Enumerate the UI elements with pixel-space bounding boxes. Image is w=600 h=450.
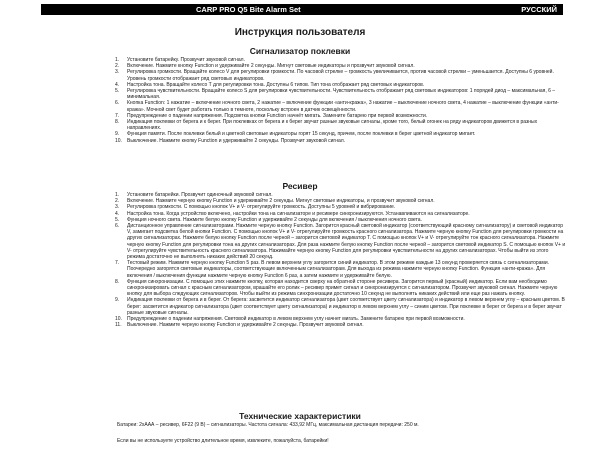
item-number: 4. (115, 210, 120, 217)
item-number: 11. (115, 322, 122, 329)
item-number: 2. (115, 198, 120, 205)
language-label: РУССКИЙ (521, 5, 557, 14)
item-text: Тестовый режим. Нажмите черную кнопку Function 5 раз. В левом верхнем углу загорится синий индикатор. В этом режиме каждые 13 секунд проверяется связь с сигнализаторами. Поочередно загорятся световые индикаторы, соответствующие включенным сигнализаторам. Для выхода из режима нажмите черную кнопку Function. Функция «анти-кража». Для включения / выключения функции нажмите черную кнопку Function 6 раз, а затем нажмите и удерживайте белую. (127, 260, 550, 279)
item-text: Регулировка громкости. С помощью кнопок V+ и V- отрегулируйте громкость. Доступны 5 уровней и вибрирование. (127, 204, 396, 211)
item-text: Включение. Нажмите черную кнопку Function и удерживайте 2 секунды. Мигнут световые индикаторы, и прозвучит звуковой сигнал. (127, 198, 435, 205)
item-text: Предупреждение о падении напряжения. Подсветка кнопки Function начнёт мигать. Замените батарею при первой возможности. (127, 112, 428, 119)
receiver-instruction-item (115, 260, 566, 279)
header-bar (41, 4, 563, 15)
item-text: Регулировка чувствительности. Вращайте колесо S для регулировки чувствительности. Чувствительность отображает ряд световых индикаторов: 1 порядей диод – максимальная, 6 – минимальная. (127, 88, 556, 101)
specs-text: Батареи: 2хААА – ресивер, 6F22 (9 В) – сигнализаторы. Частота сигнала: 433,92 МГц, максимальная дистанция передачи: 250 м. (117, 422, 419, 428)
receiver-instruction-item (115, 223, 566, 261)
section-heading-receiver: Ресивер (282, 181, 318, 191)
item-text: Функция ночного света. Нажмите белую кнопку Function и удерживайте 2 секунды для включения / выключения ночного света. (127, 216, 422, 223)
alarm-instruction-item (115, 119, 566, 132)
item-number: 10. (115, 316, 122, 323)
item-number: 6. (115, 100, 120, 107)
alarm-instruction-item (115, 69, 566, 82)
item-number: 5. (115, 88, 120, 95)
product-title: CARP PRO Q5 Bite Alarm Set (196, 5, 301, 14)
item-number: 7. (115, 112, 120, 119)
item-text: Настройка тона. Когда устройство включено, настройки тона на сигнализаторе и ресивере синхронизируются. Устанавливаются на сигнализаторе. (127, 210, 470, 217)
receiver-instructions-list (115, 192, 566, 329)
alarm-instruction-item (115, 137, 566, 144)
item-text: Выключение. Нажмите кнопку Function и удерживайте 2 секунды. Прозвучит звуковой сигнал. (127, 137, 346, 144)
item-text: Настройка тона. Вращайте колесо T для регулировки тона. Доступны 6 типов. Тип тона отображает ряд световых индикаторов. (127, 81, 425, 88)
alarm-instruction-item (115, 100, 566, 113)
item-text: Выключение. Нажмите черную кнопку Function и удерживайте 2 секунды. Прозвучит звуковой сигнал. (127, 322, 364, 329)
item-number: 1. (115, 57, 120, 63)
item-number: 6. (115, 223, 120, 230)
section-heading-alarm: Сигнализатор поклевки (249, 46, 351, 56)
item-text: Установите батарейку. Прозвучит звуковой сигнал. (127, 57, 245, 63)
item-text: Индикация поклевки от берега и к берег. При поклевках от берега и к берег звучат разные звуковые сигналы, кроме того, белый огонек на ряду индикаторов движется в разных направлениях. (127, 119, 538, 132)
item-text: Индикация поклевки от берега и в берег. От берега: засветится индикатор сигнализатора (цвет соответствует цвету сигнализатора) и индикатор в левом верхнем углу – красным цветом. В берег: засветится индикатор сигнализатора (цвет соответствует цвету сигнализатора) и индикатор в левом верхнем углу – синим цветом. При поклевке в берег от берега и в берег звучат разные звуковые сигналы. (127, 297, 565, 316)
item-text: Функция памяти. После поклевки белый и цветной световые индикаторы горят 15 секунд, причем, после поклевки в берег цветной индикатор мигает. (127, 131, 476, 138)
item-text: Кнопка Function: 1 нажатие – включение ночного света, 2 нажатие – включение функции «анти-кража», 3 нажатие – выключение ночного света, 4 нажатие – выключение функции «анти-кража». Мочной свет будет работать только в темноте, поскольку встроен в датчик освещённости. (127, 100, 559, 113)
receiver-instruction-item (115, 278, 566, 298)
item-text: Предупреждение о падении напряжения. Световой индикатор в левом верхнем углу начнет мигать. Замените батарею при первой возможности. (127, 316, 465, 323)
item-number: 3. (115, 204, 120, 211)
item-text: Включение. Нажмите кнопку Function и удерживайте 2 секунды. Мигнут световые индикаторы и прозвучит звуковой сигнал. (127, 63, 415, 70)
item-number: 8. (115, 119, 120, 126)
item-number: 3. (115, 69, 120, 76)
document-title: Инструкция пользователя (234, 27, 366, 38)
receiver-instruction-item (115, 322, 566, 329)
item-number: 9. (115, 297, 120, 304)
item-number: 7. (115, 260, 120, 267)
item-text: Дистанционное управление сигнализаторами. Нажмите черную кнопку Function. Загорится красный световой индикатор (соответствующий красному сигнализатору) и световой индикатор V, замигает подсветка белой кнопки Function. С помощью кнопок V+ и V- отрегулируйте громкость красного сигнализатора. Нажмите черную кнопку Function для регулировки громкости на других сигнализаторах. Нажмите белую кнопку Function после черной – загорится световой индикатор Т. С помощью кнопок V+ и V- отрегулируйте тон красного сигнализатора. Нажмите черную кнопку Function для регулировки тона на других сигнализаторах. Для раза нажмите белую кнопку Function после черной – загорится световой индикатор S. С помощью кнопок V+ и V- отрегулируйте чувствительность красного сигнализатора. Нажимайте черную кнопку Function для регулировки чувствительности на других сигнализаторах. Чтобы выйти из этого режима достаточно не выполнять никаких действий 20 секунд. (127, 223, 566, 261)
battery-warning: Если вы не используете устройство длительное время, извлеките, пожалуйста, батарейки! (117, 438, 329, 444)
item-text: Регулировка громкости. Вращайте колесо V для регулировки громкости. По часовой стрелке – громкость увеличивается, против часовой стрелки – уменьшается. Доступны 6 уровней. Уровень громкости отображает ряд световых индикаторов. (127, 69, 554, 82)
item-text: Функция синхронизации. С помощью этих нажмите кнопку, которая находится сверху на обратной стороне ресивера. Загорится первый (красный) индикатор. Если вам необходимо синхронизировать сигнал с красным сигнализатором, врашайте его ролик – ресивер примет сигнал и синхронизируется с сигнализатором. Прозвучит звуковой сигнал. Нажмите черную кнопку для выбора следующих сигнализаторов. Чтобы выйти из режима синхронизации достаточно 10 секунд не выполнять никаких действий или еще раз нажать кнопку. (127, 278, 558, 298)
item-number: 2. (115, 63, 120, 70)
section-heading-specs: Технические характеристики (239, 411, 361, 421)
item-number: 10. (115, 137, 122, 144)
item-number: 8. (115, 278, 120, 285)
alarm-instruction-item (115, 88, 566, 101)
item-text: Установите батарейки. Прозвучит одиночный звуковой сигнал. (127, 192, 273, 198)
receiver-instruction-item (115, 297, 566, 316)
item-number: 4. (115, 81, 120, 88)
alarm-instructions-list (115, 57, 566, 144)
item-number: 9. (115, 131, 120, 138)
item-number: 5. (115, 216, 120, 223)
item-number: 1. (115, 192, 120, 198)
